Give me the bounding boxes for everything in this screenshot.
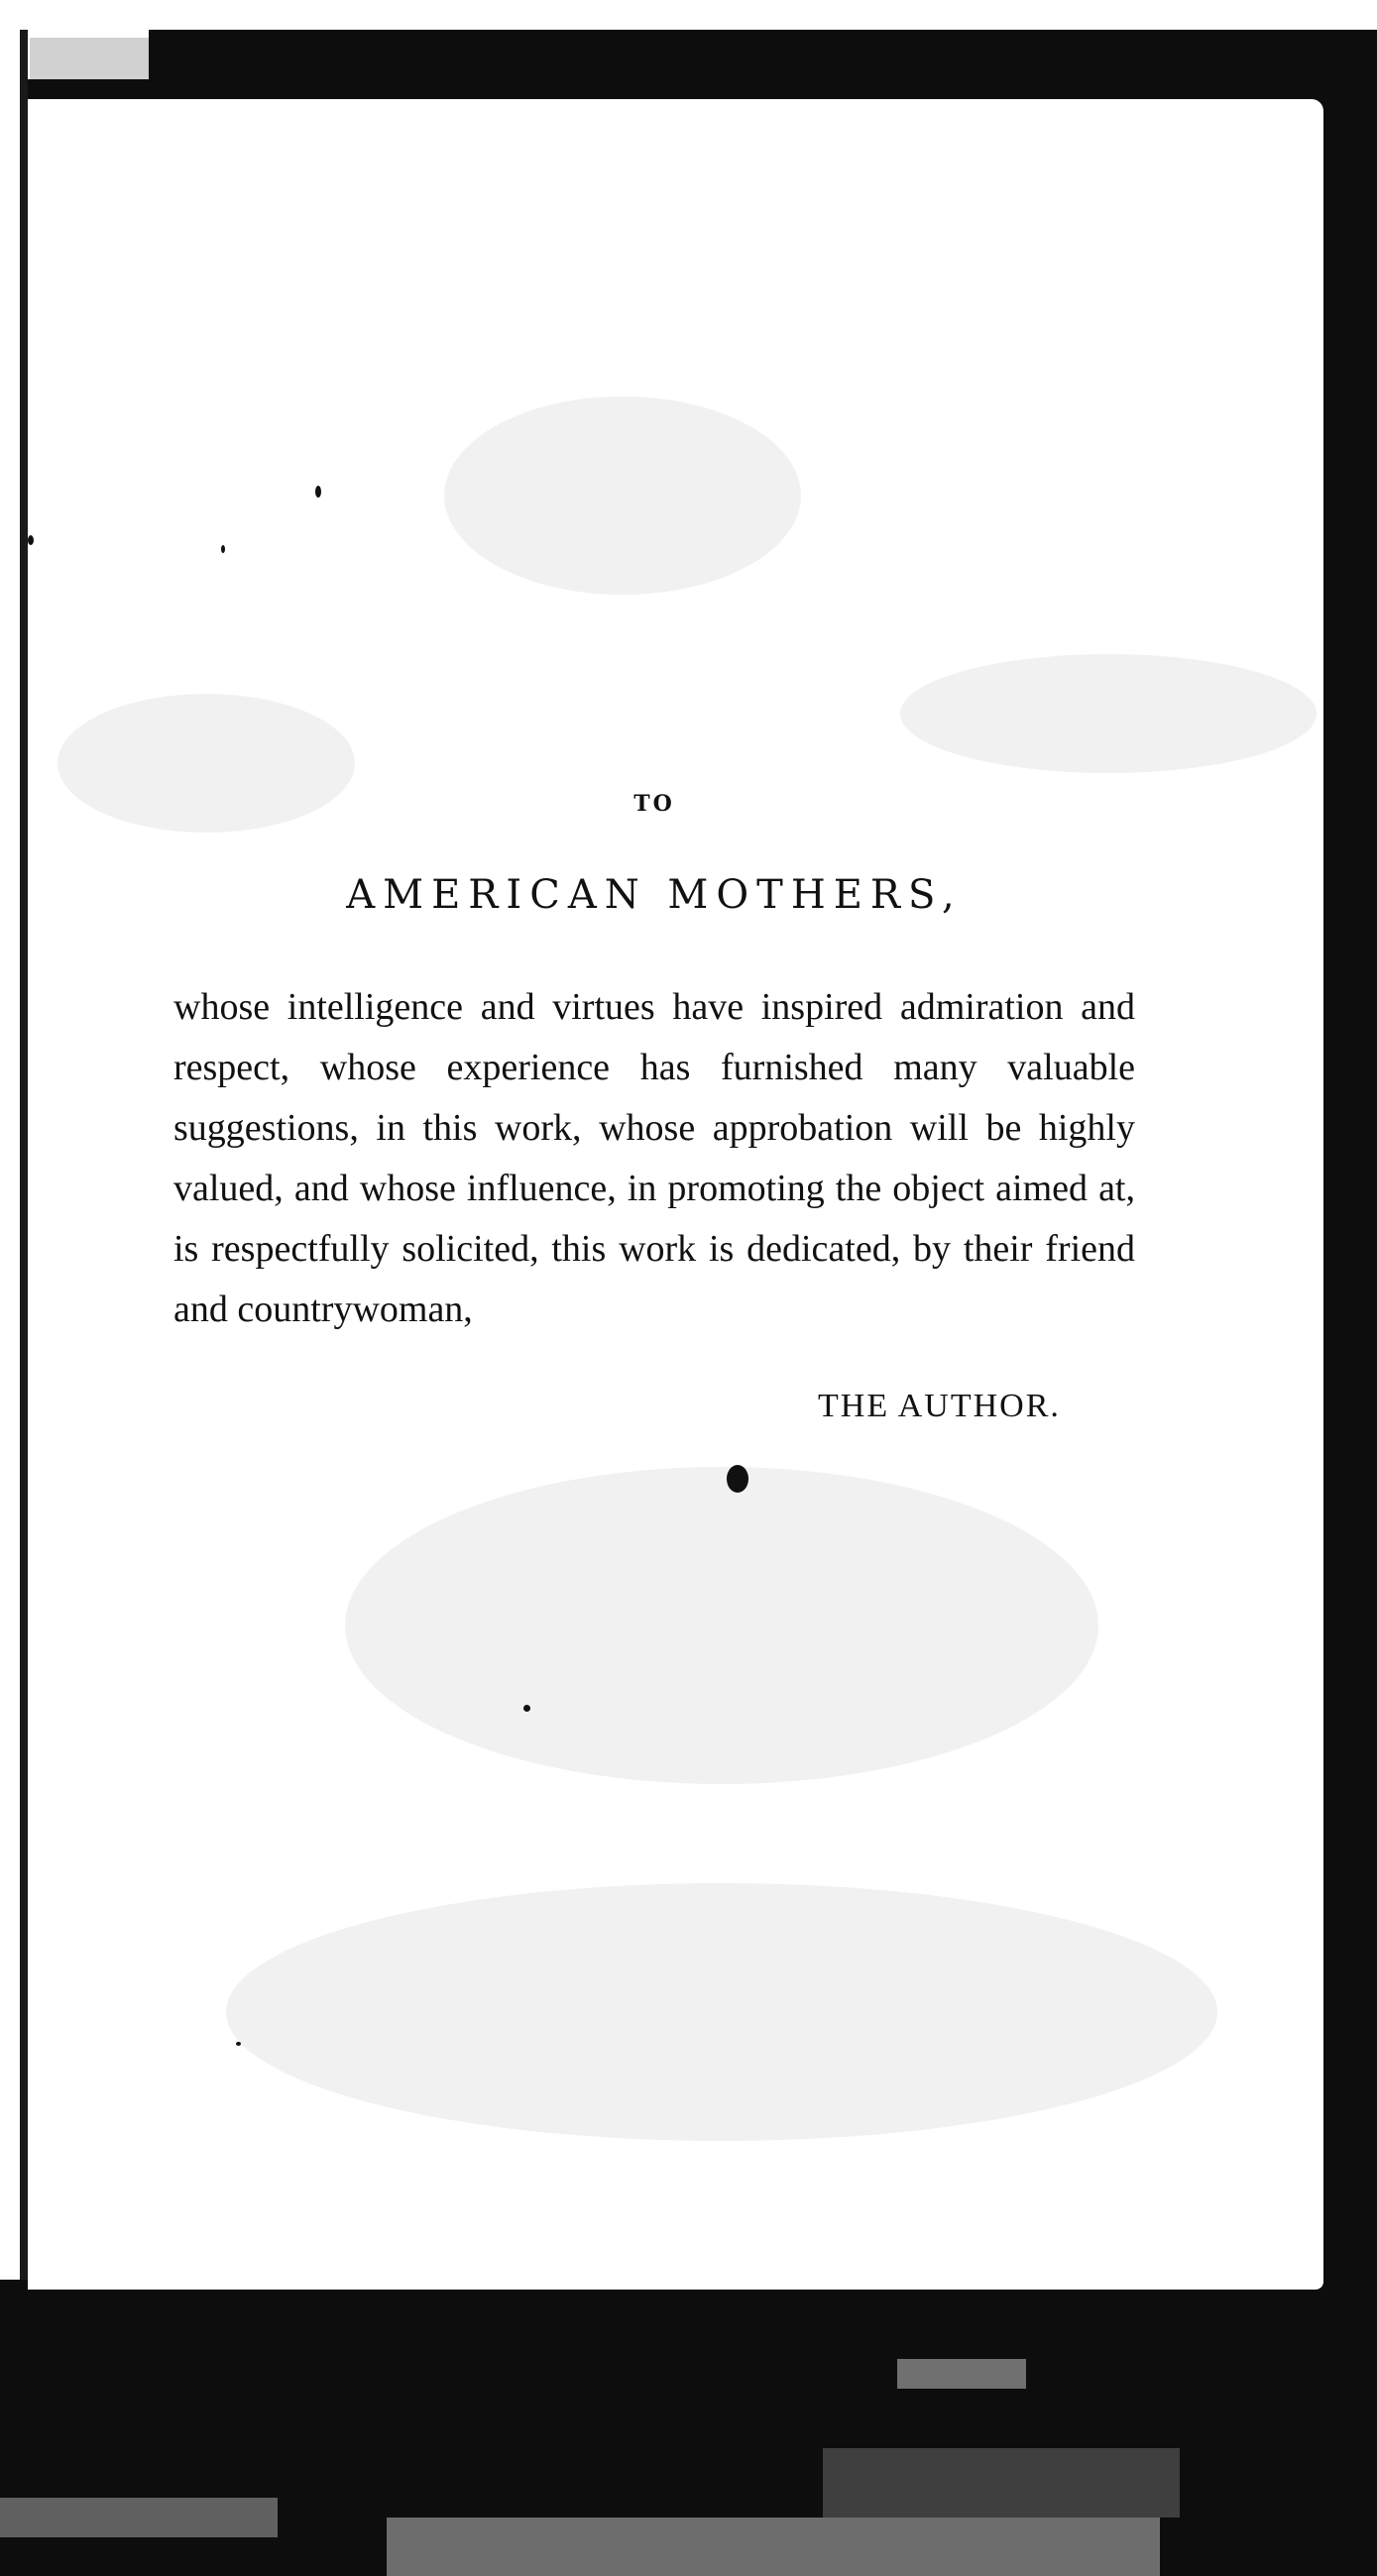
dedication-body: whose intelligence and virtues have inspired admiration and respect, whose experience has furnished many valuable suggestions, in this work, whose approbation will be highly valued, and whose influence, in promoting the object aimed at, is respectfully solicited, this work is dedicated, by their friend and countrywoman,	[173, 986, 1135, 1330]
dedication-to: TO	[633, 791, 675, 817]
dedication-heading: AMERICAN MOTHERS,	[346, 872, 963, 918]
dedication-signature: THE AUTHOR.	[818, 1388, 1061, 1424]
